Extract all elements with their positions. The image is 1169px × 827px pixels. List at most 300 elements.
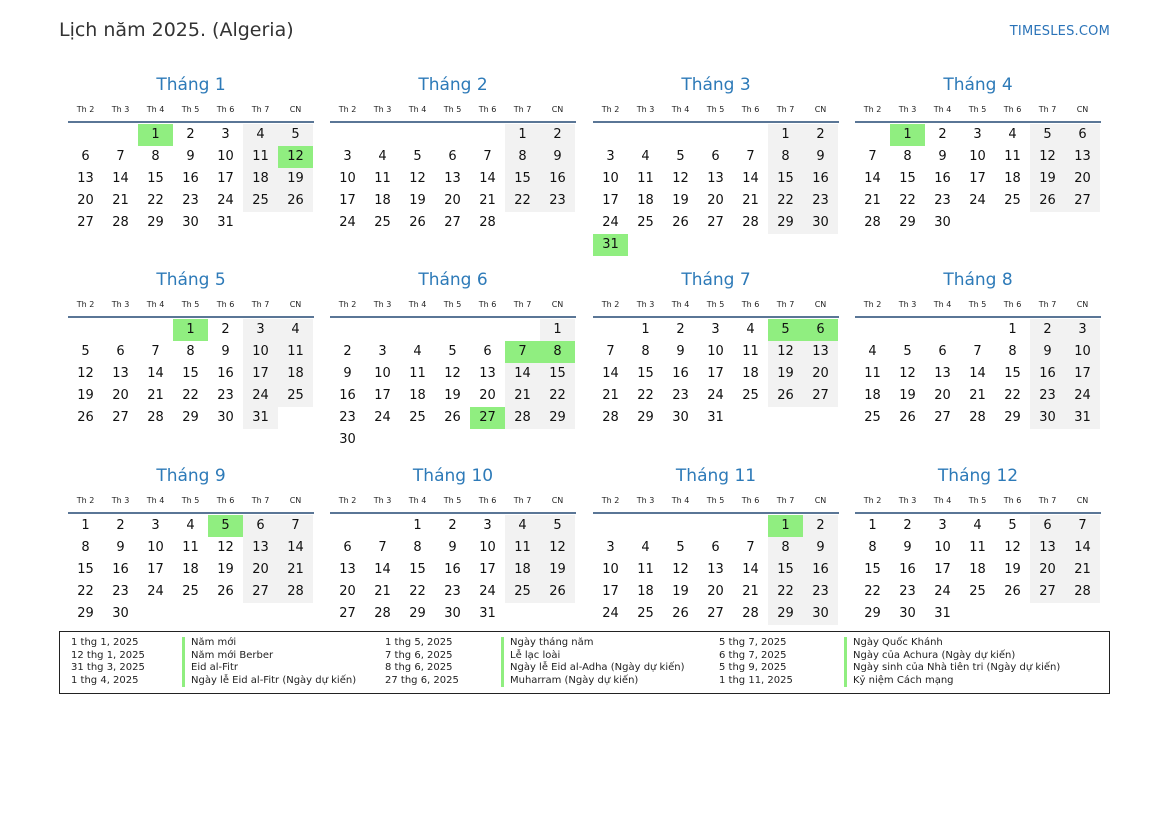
day-cell: 19 [672,584,689,599]
day-cell: 12 [899,366,916,381]
day-cell: 24 [339,215,356,230]
weekday-header [68,104,314,123]
legend-date: 31 thg 3, 2025 [71,662,145,673]
day-cell: 17 [147,562,164,577]
day-cell: 1 [413,518,422,533]
weekday-header [593,299,839,318]
day-cell: 5 [676,149,685,164]
day-cell: 18 [637,584,654,599]
day-cell: 1 [1008,322,1017,337]
weekday-label: Th 4 [146,496,165,505]
weekday-label: Th 2 [338,300,357,309]
holiday-day-cell: 6 [803,319,838,341]
legend-item [385,650,715,662]
day-cell: 24 [602,215,619,230]
empty-cell [890,319,925,341]
day-cell: 6 [1065,124,1100,146]
day-cell: 28 [278,581,313,603]
day-cell: 12 [1004,540,1021,555]
holiday-legend [59,631,1110,694]
day-cell: 12 [672,562,689,577]
day-cell: 23 [444,584,461,599]
day-cell: 15 [182,366,199,381]
day-cell: 13 [444,171,461,186]
day-cell: 22 [147,193,164,208]
day-cell: 10 [707,344,724,359]
day-cell: 25 [969,584,986,599]
weekday-label: Th 7 [776,105,795,114]
empty-cell [733,124,768,146]
weekday-label: Th 3 [111,496,130,505]
day-cell: 24 [147,584,164,599]
weekday-label: CN [289,496,302,505]
legend-holiday-name: Năm mới [182,637,236,650]
weekday-label: Th 7 [776,300,795,309]
weekday-label: Th 6 [478,496,497,505]
weekday-label: Th 4 [671,496,690,505]
day-cell: 4 [243,124,278,146]
month-10 [330,463,576,625]
day-cell: 14 [505,363,540,385]
day-cell: 19 [672,193,689,208]
day-cell: 10 [1065,341,1100,363]
empty-cell [400,319,435,341]
day-cell: 13 [479,366,496,381]
day-cell: 16 [339,388,356,403]
site-link[interactable]: TIMESLES.COM [1009,24,1110,39]
day-cell: 25 [864,410,881,425]
day-cell: 3 [378,344,387,359]
holiday-day-cell: 31 [593,234,628,256]
month-3 [593,72,839,256]
day-cell: 8 [1008,344,1017,359]
day-cell: 25 [1004,193,1021,208]
legend-item [71,675,401,687]
day-cell: 6 [81,149,90,164]
empty-cell [663,515,698,537]
day-cell: 11 [864,366,881,381]
day-cell: 11 [374,171,391,186]
legend-date: 5 thg 7, 2025 [719,637,787,648]
day-cell: 11 [637,562,654,577]
day-cell: 22 [505,190,540,212]
day-cell: 14 [742,171,759,186]
day-cell: 26 [409,215,426,230]
day-cell: 22 [409,584,426,599]
day-cell: 13 [803,341,838,363]
day-cell: 29 [864,606,881,621]
day-cell: 7 [1065,515,1100,537]
day-cell: 8 [505,146,540,168]
holiday-day-cell: 8 [540,341,575,363]
empty-cell [365,515,400,537]
weekday-label: CN [289,105,302,114]
weekday-label: Th 6 [1003,496,1022,505]
empty-cell [138,319,173,341]
weekday-header [593,495,839,514]
empty-cell [593,515,628,537]
day-cell: 23 [339,410,356,425]
legend-item [385,662,715,674]
legend-holiday-name: Ngày tháng năm [501,637,594,650]
empty-cell [925,319,960,341]
day-cell: 23 [540,190,575,212]
empty-cell [330,319,365,341]
weekday-label: Th 6 [1003,300,1022,309]
weekday-label: Th 4 [671,105,690,114]
day-cell: 29 [637,410,654,425]
legend-item [719,675,1049,687]
day-cell: 27 [243,581,278,603]
month-title: Tháng 1 [156,75,226,95]
day-cell: 5 [903,344,912,359]
weekday-label: Th 3 [636,105,655,114]
day-cell: 6 [243,515,278,537]
day-cell: 2 [1030,319,1065,341]
legend-item [719,662,1061,674]
weekday-header [855,104,1101,123]
weekday-label: Th 4 [933,300,952,309]
day-cell: 7 [973,344,982,359]
day-cell: 18 [409,388,426,403]
day-cell: 30 [182,215,199,230]
day-cell: 4 [186,518,195,533]
day-cell: 14 [147,366,164,381]
day-cell: 20 [444,193,461,208]
day-cell: 19 [217,562,234,577]
day-cell: 13 [707,562,724,577]
day-cell: 1 [868,518,877,533]
weekday-label: Th 6 [216,496,235,505]
day-cell: 9 [186,149,195,164]
day-cell: 21 [147,388,164,403]
day-cell: 13 [339,562,356,577]
day-cell: 26 [1030,190,1065,212]
empty-cell [365,124,400,146]
day-cell: 2 [676,322,685,337]
empty-cell [593,124,628,146]
day-cell: 7 [278,515,313,537]
day-cell: 25 [637,606,654,621]
day-cell: 20 [707,193,724,208]
day-cell: 17 [707,366,724,381]
day-cell: 27 [339,606,356,621]
weekday-label: CN [551,496,564,505]
holiday-day-cell: 1 [768,515,803,537]
weekday-label: Th 6 [216,300,235,309]
weekday-label: Th 5 [968,300,987,309]
day-cell: 22 [540,385,575,407]
day-cell: 30 [803,212,838,234]
day-cell: 28 [505,407,540,429]
day-cell: 4 [973,518,982,533]
weekday-header [330,495,576,514]
weekday-label: CN [289,300,302,309]
weekday-header [855,299,1101,318]
day-cell: 25 [182,584,199,599]
day-grid [68,515,314,625]
day-cell: 3 [343,149,352,164]
day-cell: 29 [899,215,916,230]
day-cell: 30 [899,606,916,621]
empty-cell [628,515,663,537]
holiday-day-cell: 7 [505,341,540,363]
day-cell: 1 [540,319,575,341]
weekday-label: CN [814,105,827,114]
weekday-label: Th 7 [513,300,532,309]
weekday-label: Th 2 [863,300,882,309]
day-cell: 23 [112,584,129,599]
weekday-label: Th 6 [741,300,760,309]
day-cell: 27 [444,215,461,230]
day-cell: 28 [112,215,129,230]
month-title: Tháng 5 [156,270,226,290]
month-title: Tháng 12 [937,466,1019,486]
day-cell: 25 [409,410,426,425]
empty-cell [470,124,505,146]
day-cell: 22 [77,584,94,599]
day-cell: 18 [637,193,654,208]
empty-cell [68,319,103,341]
legend-date: 6 thg 7, 2025 [719,649,787,661]
legend-holiday-name: Ngày lễ Eid al-Adha (Ngày dự kiến) [501,662,685,675]
day-cell: 12 [409,171,426,186]
day-cell: 4 [641,149,650,164]
day-cell: 31 [479,606,496,621]
day-cell: 30 [444,606,461,621]
weekday-label: Th 2 [863,105,882,114]
day-cell: 26 [77,410,94,425]
day-cell: 16 [803,168,838,190]
day-cell: 31 [934,606,951,621]
day-cell: 3 [1065,319,1100,341]
day-cell: 25 [278,385,313,407]
day-cell: 7 [483,149,492,164]
day-cell: 8 [641,344,650,359]
page-title: Lịch năm 2025. (Algeria) [59,19,294,41]
day-cell: 8 [868,540,877,555]
weekday-label: Th 2 [338,496,357,505]
weekday-label: Th 6 [478,105,497,114]
legend-date: 8 thg 6, 2025 [385,662,453,673]
weekday-label: Th 7 [251,105,270,114]
day-cell: 10 [969,149,986,164]
weekday-label: Th 3 [898,105,917,114]
day-cell: 28 [742,215,759,230]
month-6 [330,267,576,451]
day-cell: 19 [77,388,94,403]
day-cell: 11 [1004,149,1021,164]
day-cell: 3 [221,127,230,142]
day-cell: 9 [938,149,947,164]
weekday-label: CN [551,300,564,309]
weekday-label: Th 2 [76,300,95,309]
day-cell: 16 [899,562,916,577]
month-title: Tháng 11 [675,466,757,486]
legend-date: 1 thg 1, 2025 [71,637,139,648]
day-cell: 12 [77,366,94,381]
day-cell: 20 [707,584,724,599]
weekday-label: Th 4 [671,300,690,309]
legend-item [719,637,1049,649]
day-cell: 17 [969,171,986,186]
day-cell: 30 [803,603,838,625]
day-cell: 17 [934,562,951,577]
day-cell: 5 [413,149,422,164]
weekday-label: Th 4 [146,105,165,114]
day-cell: 3 [606,540,615,555]
day-cell: 23 [899,584,916,599]
day-cell: 28 [969,410,986,425]
day-cell: 16 [182,171,199,186]
empty-cell [628,124,663,146]
day-cell: 12 [444,366,461,381]
day-cell: 1 [768,124,803,146]
day-cell: 29 [1004,410,1021,425]
day-cell: 24 [243,385,278,407]
legend-date: 5 thg 9, 2025 [719,662,787,673]
day-cell: 8 [768,537,803,559]
weekday-label: Th 5 [181,300,200,309]
day-cell: 3 [711,322,720,337]
day-cell: 20 [339,584,356,599]
day-cell: 7 [606,344,615,359]
day-cell: 29 [182,410,199,425]
day-cell: 6 [448,149,457,164]
legend-date: 1 thg 5, 2025 [385,637,453,648]
weekday-label: Th 3 [111,300,130,309]
day-cell: 26 [1004,584,1021,599]
month-title: Tháng 7 [681,270,751,290]
day-cell: 17 [1065,363,1100,385]
day-cell: 25 [374,215,391,230]
day-cell: 16 [1030,363,1065,385]
day-cell: 21 [742,584,759,599]
day-cell: 11 [637,171,654,186]
day-cell: 11 [409,366,426,381]
holiday-day-cell: 1 [138,124,173,146]
day-cell: 8 [151,149,160,164]
weekday-label: Th 6 [478,300,497,309]
day-cell: 10 [243,341,278,363]
day-cell: 6 [938,344,947,359]
weekday-label: Th 3 [111,105,130,114]
day-cell: 1 [641,322,650,337]
day-cell: 19 [444,388,461,403]
month-2 [330,72,576,234]
weekday-label: Th 5 [181,105,200,114]
day-cell: 20 [243,559,278,581]
day-cell: 9 [903,540,912,555]
day-cell: 14 [479,171,496,186]
day-cell: 17 [602,584,619,599]
day-grid [330,124,576,234]
day-cell: 12 [768,341,803,363]
day-cell: 13 [243,537,278,559]
weekday-label: Th 4 [933,105,952,114]
empty-cell [103,319,138,341]
day-cell: 4 [868,344,877,359]
weekday-label: Th 5 [443,300,462,309]
day-cell: 11 [969,540,986,555]
day-cell: 24 [374,410,391,425]
day-cell: 28 [479,215,496,230]
day-cell: 16 [217,366,234,381]
day-cell: 20 [1030,559,1065,581]
month-9 [68,463,314,625]
weekday-label: Th 6 [741,496,760,505]
legend-item [71,662,401,674]
weekday-header [68,495,314,514]
legend-holiday-name: Ngày của Achura (Ngày dự kiến) [844,650,1015,663]
day-cell: 14 [112,171,129,186]
empty-cell [103,124,138,146]
day-cell: 28 [374,606,391,621]
empty-cell [855,319,890,341]
day-cell: 15 [637,366,654,381]
weekday-label: Th 5 [443,105,462,114]
weekday-label: CN [1076,496,1089,505]
day-cell: 10 [479,540,496,555]
holiday-day-cell: 1 [890,124,925,146]
day-grid [855,515,1101,625]
holiday-day-cell: 5 [768,319,803,341]
day-cell: 6 [483,344,492,359]
legend-holiday-name: Ngày sinh của Nhà tiên tri (Ngày dự kiến) [844,662,1060,675]
day-cell: 1 [81,518,90,533]
legend-date: 12 thg 1, 2025 [71,649,145,661]
day-cell: 4 [278,319,313,341]
day-cell: 1 [505,124,540,146]
month-11 [593,463,839,625]
weekday-label: Th 4 [408,496,427,505]
day-grid [855,319,1101,429]
day-cell: 24 [602,606,619,621]
month-8 [855,267,1101,429]
day-cell: 7 [868,149,877,164]
day-cell: 3 [973,127,982,142]
day-cell: 17 [243,363,278,385]
day-cell: 13 [77,171,94,186]
day-cell: 3 [938,518,947,533]
day-cell: 21 [112,193,129,208]
weekday-label: Th 3 [898,300,917,309]
day-cell: 27 [707,215,724,230]
day-cell: 15 [505,168,540,190]
month-12 [855,463,1101,625]
day-cell: 23 [934,193,951,208]
day-cell: 4 [1008,127,1017,142]
weekday-label: Th 3 [373,300,392,309]
empty-cell [435,319,470,341]
day-cell: 12 [1030,146,1065,168]
day-cell: 17 [602,193,619,208]
weekday-label: Th 5 [706,105,725,114]
weekday-label: Th 7 [1038,300,1057,309]
empty-cell [400,124,435,146]
day-cell: 11 [243,146,278,168]
day-cell: 15 [768,559,803,581]
day-grid [68,319,314,429]
day-cell: 2 [343,344,352,359]
day-cell: 20 [77,193,94,208]
day-cell: 10 [602,171,619,186]
day-cell: 9 [116,540,125,555]
weekday-label: Th 7 [1038,105,1057,114]
day-cell: 14 [278,537,313,559]
day-cell: 17 [339,193,356,208]
holiday-day-cell: 1 [173,319,208,341]
